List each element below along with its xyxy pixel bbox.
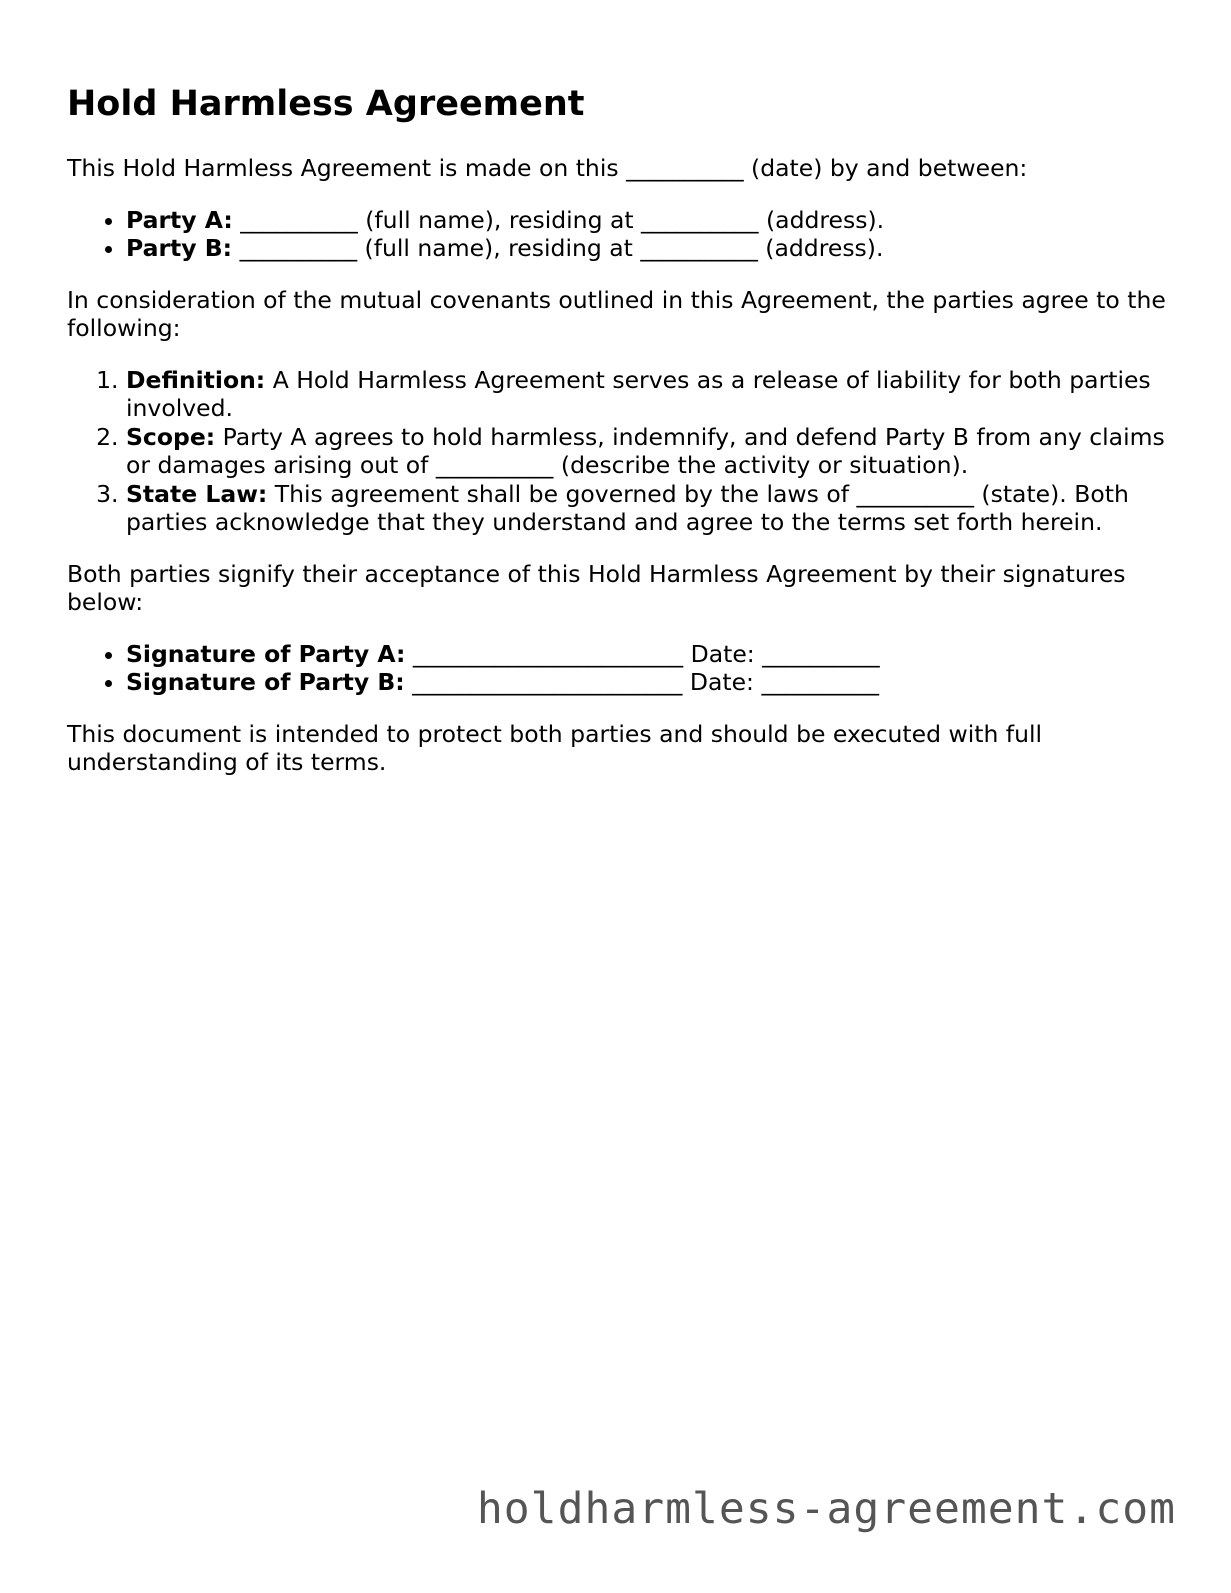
watermark-footer: holdharmless-agreement.com bbox=[476, 1484, 1176, 1534]
party-b-item bbox=[126, 234, 1167, 263]
term-definition-text: A Hold Harmless Agreement serves as a release of liability for both parties involved. bbox=[126, 365, 1151, 422]
party-a-label: Party A: bbox=[126, 205, 233, 234]
term-scope-label: Scope: bbox=[126, 422, 216, 451]
term-scope-text: Party A agrees to hold harmless, indemnify, and defend Party B from any claims or damages arising out of __________ (describe the activity or situation). bbox=[126, 422, 1165, 479]
document-title: Hold Harmless Agreement bbox=[67, 84, 585, 124]
term-definition-label: Definition: bbox=[126, 365, 266, 394]
term-state-law bbox=[126, 480, 1167, 537]
term-state-law-text: This agreement shall be governed by the laws of __________ (state). Both parties acknowledge that they understand and agree to the terms set forth herein. bbox=[126, 479, 1129, 536]
signature-party-b-line: _______________________ Date: __________ bbox=[404, 668, 879, 696]
term-scope bbox=[126, 423, 1167, 480]
signature-party-a-label: Signature of Party A: bbox=[126, 639, 406, 668]
parties-list bbox=[67, 206, 1167, 263]
party-b-text: __________ (full name), residing at __________ (address). bbox=[232, 234, 884, 262]
document-body bbox=[67, 82, 1167, 800]
party-a-text: __________ (full name), residing at __________ (address). bbox=[232, 205, 885, 234]
terms-list bbox=[67, 366, 1167, 537]
party-a-item bbox=[126, 206, 1167, 235]
signature-party-b-label: Signature of Party B: bbox=[126, 668, 405, 696]
acceptance-paragraph: Both parties signify their acceptance of this Hold Harmless Agreement by their signatures below: bbox=[67, 559, 1126, 616]
term-definition bbox=[126, 366, 1167, 423]
consideration-paragraph: In consideration of the mutual covenants outlined in this Agreement, the parties agree to the following: bbox=[67, 285, 1166, 342]
signature-party-a bbox=[126, 640, 1167, 669]
party-b-label: Party B: bbox=[126, 234, 233, 262]
closing-paragraph: This document is intended to protect both parties and should be executed with full understanding of its terms. bbox=[67, 719, 1043, 776]
signature-party-a-line: _______________________ Date: __________ bbox=[405, 639, 880, 668]
term-state-law-label: State Law: bbox=[126, 479, 268, 508]
signature-party-b bbox=[126, 668, 1167, 697]
intro-paragraph: This Hold Harmless Agreement is made on this __________ (date) by and between: bbox=[67, 154, 1028, 182]
signatures-list bbox=[67, 640, 1167, 697]
